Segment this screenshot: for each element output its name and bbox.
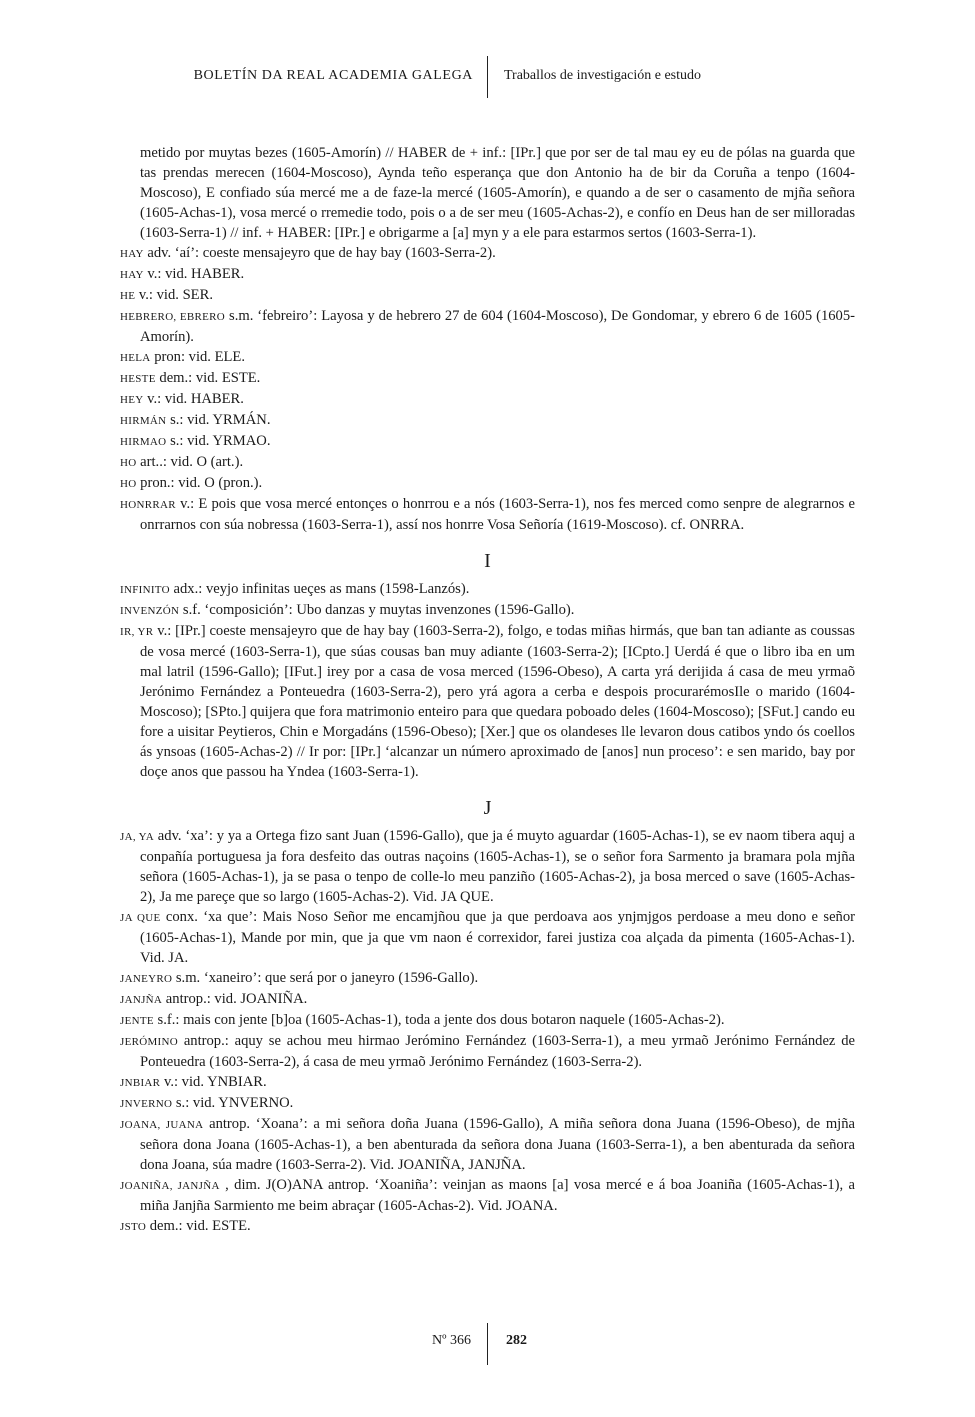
dictionary-entry bbox=[120, 989, 855, 1010]
dictionary-entry bbox=[120, 452, 855, 473]
dictionary-entry bbox=[120, 1175, 855, 1216]
headword: IR, YR bbox=[120, 626, 154, 638]
headword: JNVERNO bbox=[120, 1098, 173, 1110]
dictionary-entry bbox=[120, 907, 855, 968]
headword: JANJÑA bbox=[120, 994, 163, 1006]
headword: HO bbox=[120, 478, 137, 490]
definition: s.f.: mais con jente [b]oa (1605-Achas-1), toda a jente dos dous botaron naquele (1605-Achas-2). bbox=[157, 1012, 725, 1028]
page-header bbox=[0, 62, 975, 102]
headword: HONRRAR bbox=[120, 499, 176, 511]
definition: s.m. ‘febreiro’: Layosa y de hebrero 27 de 604 (1604-Moscoso), De Gondomar, y ebrero 6 de 1605 (1605-Amorín). bbox=[140, 308, 855, 345]
definition: dem.: vid. ESTE. bbox=[159, 370, 261, 386]
section-h bbox=[120, 143, 855, 535]
headword: HAY bbox=[120, 248, 144, 260]
definition: v.: E pois que vosa mercé entonçes o honrrou e a nós (1603-Serra-1), nos fes merced como senpre de alegrarnos e onrrarnos con súa nobressa (1603-Serra-1), assí nos honrre Vosa Señoría (1619-Moscoso). cf. ONRRA. bbox=[140, 496, 855, 533]
headword: JA, YA bbox=[120, 831, 154, 843]
definition: conx. ‘xa que’: Mais Noso Señor me encamjñou que ja que perdoava aos ynjmjgos perdoase a meu dono e señor (1605-Achas-1), Mande por min, que ja que vm naon é correxidor, farei justiza coa alçada da pimenta (1605-Achas-1). Vid. JA. bbox=[140, 909, 855, 966]
headword: JOANIÑA, JANJÑA bbox=[120, 1180, 220, 1192]
definition: dem.: vid. ESTE. bbox=[149, 1218, 251, 1234]
section-i bbox=[120, 579, 855, 782]
footer-divider bbox=[487, 1323, 488, 1365]
dictionary-entry bbox=[120, 431, 855, 452]
headword: HE bbox=[120, 290, 136, 302]
dictionary-entry bbox=[120, 264, 855, 285]
headword: HEBRERO, EBRERO bbox=[120, 311, 226, 323]
journal-title: BOLETÍN DA REAL ACADEMIA GALEGA bbox=[193, 68, 473, 83]
definition: art..: vid. O (art.). bbox=[140, 454, 244, 470]
dictionary-entry bbox=[120, 243, 855, 264]
headword: JSTO bbox=[120, 1221, 147, 1233]
dictionary-entry bbox=[120, 410, 855, 431]
dictionary-entry bbox=[120, 1010, 855, 1031]
headword: INFINITO bbox=[120, 584, 170, 596]
dictionary-entry bbox=[120, 1114, 855, 1175]
dictionary-entry bbox=[120, 473, 855, 494]
headword: HO bbox=[120, 457, 137, 469]
page-number: 282 bbox=[506, 1333, 527, 1348]
definition: antrop. ‘Xoana’: a mi señora doña Juana (1596-Gallo), A miña señora dona Juana (1596-Obeso), de mjña señora dona Joana (1605-Achas-1), a ben abenturada da señora dona Juana (1603-Serra-1), a ben abenturada da señora dona Joana, súa madre (1603-Serra-2). Vid. JOANIÑA, JANJÑA. bbox=[140, 1116, 856, 1173]
header-divider bbox=[487, 56, 488, 98]
section-title: Traballos de investigación e estudo bbox=[504, 68, 702, 83]
dictionary-entry bbox=[120, 579, 855, 600]
definition: s.: vid. YNVERNO. bbox=[175, 1095, 294, 1111]
definition: v.: vid. HABER. bbox=[147, 266, 245, 282]
definition: adx.: veyjo infinitas ueçes as mans (1598-Lanzós). bbox=[173, 581, 470, 597]
dictionary-entry bbox=[120, 1031, 855, 1072]
headword: HEY bbox=[120, 394, 144, 406]
definition: , dim. J(O)ANA antrop. ‘Xoaniña’: veinjan as maons [a] vosa mercé e á boa Joaniña (1605-Achas-1), a miña Janjña Sarmiento me beim abraçar (1605-Achas-2). Vid. JOANA. bbox=[140, 1177, 856, 1214]
headword: JERÓMINO bbox=[120, 1036, 179, 1048]
definition: v.: [IPr.] coeste mensajeyro que de hay bay (1603-Serra-2), folgo, e todas miñas hirmás, que ban tan adiante as coussas de vosa mercé (1603-Serra-1), que súas cousas ban muy adiante (1603-Serra-2); [ICpto.] Uerdá é que o libro iba en um mal latril (1596-Gallo); [IFut.] irey por a casa de vosa merced (1596-Obeso), A carta yrá derijida á casa de meu yrmaõ Jerónimo Fernández a Ponteuedra (1603-Serra-2), pero yrá agora a cerba e despois procurarémosIle o marido (1604-Moscoso); [SPto.] quijera que fora matrimonio enteiro para que quedara poboado deles (1604-Moscoso); [SFut.] cando eu fore a uisitar Peytieros, Chin e Morgadáns (1596-Obeso); [Xer.] que os olandeses lle levaron dous catibos yndo ós coellos ás ynsoas (1605-Achas-2) // Ir por: [IPr.] ‘alcanzar un número aproximado de [anos] nun proceso’: e sen marido, bay por doçe anos que passou ha Yndea (1603-Serra-1). bbox=[140, 623, 855, 780]
section-heading-i: I bbox=[484, 550, 491, 572]
dictionary-entry bbox=[120, 1072, 855, 1093]
headword: HELA bbox=[120, 352, 151, 364]
definition: s.f. ‘composición’: Ubo danzas y muytas invenzones (1596-Gallo). bbox=[182, 602, 575, 618]
dictionary-entry bbox=[120, 306, 855, 347]
definition: adv. ‘xa’: y ya a Ortega fizo sant Juan (1596-Gallo), que ja é muyto aguardar (1605-Achas-1), se ev naom tibera aquj a conpañía portuguesa ja fora desfeito das outras naçoins (1605-Achas-1), se o señor fora Sarmento ja bramara pola mjña señora (1605-Achas-1), ja se pasa o tenpo de colle-lo meu panziño (1605-Achas-2), ja bosa merced o save (1605-Achas-2), Ja me pareçe que so largo (1605-Achas-2). Vid. JA QUE. bbox=[140, 828, 855, 905]
headword: JA QUE bbox=[120, 912, 161, 924]
headword: JANEYRO bbox=[120, 973, 173, 985]
dictionary-entry bbox=[120, 600, 855, 621]
headword: HESTE bbox=[120, 373, 156, 385]
dictionary-entry bbox=[120, 347, 855, 368]
definition: v.: vid. HABER. bbox=[147, 391, 244, 407]
entry-continuation: metido por muytas bezes (1605-Amorín) // HABER de + inf.: [IPr.] que por ser de tal mau ey eu de pólas na guarda que tas prendas merecen (1604-Moscoso), Aynda teño esperança que don Antonio ha de bir da Coruña a tenpo (1604-Moscoso), E confiado súa mercé me a de faze-la mercé (1605-Amorín), e quando a de ser o casamento de mjña señora (1605-Achas-1), vosa mercé o rremedie todo, pois o a de ser meu (1605-Achas-2), e confío en Deus han de ser milloradas (1603-Serra-1) // inf. + HABER: [IPr.] e obrigarme a [a] myn y a ele para estarmos sertos (1603-Serra-1). bbox=[140, 145, 855, 241]
dictionary-entry bbox=[120, 494, 855, 535]
definition: s.: vid. YRMAO. bbox=[170, 433, 271, 449]
definition: s.: vid. YRMÁN. bbox=[170, 412, 271, 428]
definition: antrop.: aquy se achou meu hirmao Jerómino Fernández (1603-Serra-1), a meu yrmaõ Jerónimo Fernández de Ponteuedra (1603-Serra-2), á casa de meu yrmaõ Jerónimo Fernández (1603-Serra-2). bbox=[140, 1033, 855, 1070]
definition: s.m. ‘xaneiro’: que será por o janeyro (1596-Gallo). bbox=[175, 970, 479, 986]
definition: v.: vid. YNBIAR. bbox=[163, 1074, 267, 1090]
dictionary-body bbox=[120, 143, 855, 1237]
definition: antrop.: vid. JOANIÑA. bbox=[165, 991, 308, 1007]
dictionary-entry bbox=[120, 1216, 855, 1237]
headword: INVENZÓN bbox=[120, 605, 180, 617]
definition: pron: vid. ELE. bbox=[154, 349, 245, 365]
dictionary-entry bbox=[120, 968, 855, 989]
headword: HIRMÁN bbox=[120, 415, 167, 427]
dictionary-entry bbox=[120, 389, 855, 410]
dictionary-entry bbox=[120, 1093, 855, 1114]
section-heading-j: J bbox=[483, 797, 492, 819]
page-footer bbox=[0, 1325, 975, 1365]
issue-number: Nº 366 bbox=[432, 1333, 471, 1348]
headword: HIRMAO bbox=[120, 436, 167, 448]
headword: JENTE bbox=[120, 1015, 154, 1027]
headword: HAY bbox=[120, 269, 144, 281]
dictionary-entry bbox=[120, 368, 855, 389]
dictionary-entry bbox=[120, 826, 855, 907]
section-j bbox=[120, 826, 855, 1237]
headword: JNBIAR bbox=[120, 1077, 161, 1089]
definition: v.: vid. SER. bbox=[138, 287, 213, 303]
headword: JOANA, JUANA bbox=[120, 1119, 204, 1131]
definition: adv. ‘aí’: coeste mensajeyro que de hay bay (1603-Serra-2). bbox=[147, 245, 496, 261]
dictionary-entry bbox=[120, 285, 855, 306]
definition: pron.: vid. O (pron.). bbox=[140, 475, 263, 491]
dictionary-entry bbox=[120, 621, 855, 782]
